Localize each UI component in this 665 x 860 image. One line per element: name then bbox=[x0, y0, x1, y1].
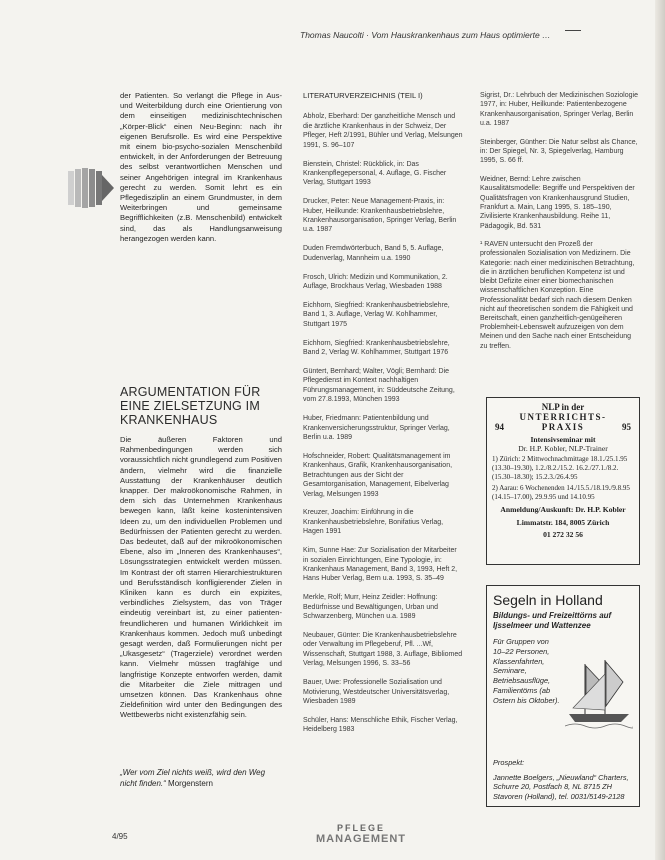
ad-line: Intensivseminar mit bbox=[530, 435, 596, 444]
page-edge-shadow bbox=[655, 0, 665, 860]
year-left: 94 bbox=[495, 422, 504, 432]
reference-item: Eichhorn, Siegfried: Krankenhausbetriebslehre, Band 1, 3. Auflage, Verlag W. Kohlhammer, Stuttgart 1975 bbox=[303, 302, 450, 328]
ad-subtitle: Bildungs- und Freizeittörns auf Ijsselmeer und Wattenzee bbox=[493, 611, 612, 630]
ad-line: NLP in der bbox=[541, 402, 585, 412]
ad-phone: 01 272 32 56 bbox=[543, 530, 583, 540]
page-number: 4/95 bbox=[112, 832, 128, 841]
reference-item: Frosch, Ulrich: Medizin und Kommunikation, 2. Auflage, Brockhaus Verlag, Wiesbaden 1988 bbox=[303, 273, 448, 291]
section-tab-icon bbox=[68, 165, 114, 211]
logo-top: PFLEGE bbox=[336, 823, 385, 833]
ad-years bbox=[487, 422, 639, 433]
logo-bottom: MANAGEMENT bbox=[315, 833, 407, 845]
ad-line: UNTERRICHTS- bbox=[519, 412, 607, 422]
reference-item: Kreuzer, Joachim: Einführung in die Krankenhausbetriebslehre, Bonifatius Verlag, Hagen 1991 bbox=[303, 509, 444, 536]
year-right: 95 bbox=[622, 422, 631, 432]
footnote: ¹ RAVEN untersucht den Prozeß der professionalen Sozialisation von Medizinern. Die Kategorie: nach einer medizinischen Betrachtung, die in ärztlichen beruflichen Kompetenz ist und bleibt Defizite einer einer biomechanischen wissenschaftlichen Konzeption. Eine Professionalität bedarf sich nach diesem Denken nicht auf theoretischen sondern die Fähigkeit und Bereitschaft, einen ganzheitlich-genügeiheren Problemheit-Lebenswelt aufzuzeigen von dem Meinen und den Sache nach einer Entscheidung zu treffen. bbox=[480, 241, 635, 350]
sailing-ship-icon bbox=[565, 656, 633, 732]
reference-item: Steinberger, Günther: Die Natur selbst als Chance, in: Der Spiegel, Nr. 3, Spiegelverlag, Hamburg 1995, S. 66 ff. bbox=[480, 138, 638, 165]
quote-text: „Wer vom Ziel nichts weiß, wird den Weg nicht finden.“ bbox=[120, 768, 266, 788]
reference-item: Bienstein, Christel: Rückblick, in: Das Krankenpflegepersonal, 4. Auflage, G. Fischer Verlag, Stuttgart 1993 bbox=[303, 160, 447, 187]
sailing-holland-ad bbox=[486, 585, 640, 807]
reference-item: Hofschneider, Robert: Qualitätsmanagement im Krankenhaus, Grafik, Krankenhausorganisation, Betrachtungen aus der Sicht der Gesamtorganisation, Management, Eibelverlag Verlag, Melsungen 1993 bbox=[303, 452, 453, 498]
reference-item: Weidner, Bernd: Lehre zwischen Kausalitätsmodelle: Begriffe und Perspektiven der Qualitätsfragen von Krankenhausgrund Studien, Frankfurt a. Main, Lang 1995, S. 185–190, Zivilisierte Krankenhausbildung. Reihe 11, Pädagogik, Bd. 531 bbox=[480, 175, 635, 230]
reference-item: Bauer, Uwe: Professionelle Sozialisation und Motivierung, Westdeutscher Universitätsverlag, Wiesbaden 1989 bbox=[303, 679, 450, 705]
reference-item: Merkle, Rolf; Murr, Heinz Zeidler: Hoffnung: Bedürfnisse und Bewältigungen, Urban und Schwarzenberg, München u.a. 1989 bbox=[303, 594, 439, 621]
ad-address: Jannette Boelgers, „Nieuwland“ Charters, Schurre 20, Postfach 8, NL 8715 ZH Stavoren (Holland), tel. 0031/5149-2128 bbox=[493, 772, 629, 802]
reference-item: Güntert, Bernhard; Walter, Vögli; Bernhard: Die Pflegedienst im Kontext nachhaltigen Führungsmanagement, in: Süddeutsche Zeitung, vom 27.8.1993, München 1993 bbox=[303, 368, 455, 404]
nlp-seminar-ad bbox=[486, 397, 640, 565]
reference-item: Huber, Friedmann: Patientenbildung und Krankenversicherungsstruktur, Springer Verlag, Berlin u.a. 1989 bbox=[303, 415, 450, 441]
quote-author: Morgenstern bbox=[168, 779, 213, 788]
ad-line: Dr. H.P. Kobler, NLP-Trainer bbox=[518, 444, 608, 453]
bibliography-heading: LITERATURVERZEICHNIS (TEIL I) bbox=[303, 91, 423, 100]
ad-description: Für Gruppen von 10–22 Personen, Klassenfahrten, Seminare, Betriebsausflüge, Familientörns (ab Ostern bis Oktober). bbox=[493, 637, 560, 705]
closing-quote bbox=[120, 767, 284, 789]
reference-item: Kim, Sunne Hae: Zur Sozialisation der Mitarbeiter in sozialen Einrichtungen, Eine Typologie, in: Krankenhaus Management, Band 3, 1993, Heft 2, Hans Huber Verlag, Bern u.a. 1993, S. 35–49 bbox=[303, 547, 458, 583]
ad-schedule: 1) Zürich: 2 Mittwochnachmittage 18.1./25.1.95 (13.30–19.30), 1.2./8.2./15.2. 16.2./27.1./8.2. (15.30–18.30); 15.2.3./26.4.95 bbox=[492, 455, 628, 481]
bibliography-column bbox=[303, 91, 463, 744]
reference-item: Schüler, Hans: Menschliche Ethik, Fischer Verlag, Heidelberg 1983 bbox=[303, 716, 458, 734]
reference-item: Sigrist, Dr.: Lehrbuch der Medizinischen Soziologie 1977, in: Huber, Heilkunde: Patientenbezogene Krankenhausorganisation, Springer Verlag, Berlin u.a. 1987 bbox=[480, 92, 638, 128]
running-head: Thomas Naucolti · Vom Hauskrankenhaus zum Haus optimierte … bbox=[300, 30, 551, 40]
corner-mark bbox=[565, 30, 581, 38]
reference-item: Drucker, Peter: Neue Management-Praxis, in: Huber, Heilkunde: Krankenhausbetriebslehre, Krankenhausorganisation, Springer Verlag, Berlin u.a. 1987 bbox=[303, 198, 457, 234]
article-column-1 bbox=[120, 91, 282, 793]
section-heading: ARGUMENTATION FÜR EINE ZIELSETZUNG IM KRANKENHAUS bbox=[120, 385, 261, 427]
reference-item: Neubauer, Günter: Die Krankenhausbetriebslehre oder Verwaltung im Pflegeberuf, Pfl. ...Wf, Wissenschaft, Stuttgart 1988, 3. Auflage, Bibliomed Verlag, Melsungen 1996, S. 33–56 bbox=[303, 631, 463, 668]
article-paragraph-2: Die äußeren Faktoren und Rahmenbedingungen werden sich voraussichtlich nicht grundlegend zum Positiven ändern, vielmehr wird die finanzielle Ausstattung der Krankenhäuser deutlich knapper. Der makroökonomische Rahmen, in dem sich das Unternehmen Krankenhaus bewegen kann, läßt keine kostenintensiven Ideen zu, um den individuellen Problemen und Bedürfnissen der Patienten gerecht zu werden. Das bedeutet, daß auf der mikroökonomischen Ebene, also im „Inneren des Krankenhauses“, Lösungsstrategien entwickelt werden müssen. Im Kontrast der oft starren Hierarchiestrukturen und Berufsständisch konfligierender Zielen in Kliniken kann es durch ein expizites, verbindliches Zielsystem, das von Träger eindeutig vereinbart ist, zu einer patienten-freundlicheren und humanen Wirklichkeit im Krankenhaus kommen. Jedoch muß unbedingt gesagt werden, daß Formulierungen nicht per „Ukasgesetz“ (Tragerziele) verordnet werden kann. Vielmehr müssen tragfähige und langfristige Konzepte entworfen werden, damit die Mitarbeiter die Ziele mittragen und umsetzen können. Das Krankenhaus ohne Zieldefinition wird unter den Bedingungen des Wettbewerbs nicht existenzfähig sein. bbox=[120, 435, 282, 720]
ad-contact: Limmatstr. 184, 8005 Zürich bbox=[516, 517, 610, 527]
ad-schedule: 2) Aarau: 6 Wochenenden 14./15.5./18.19./9.8.95 (14.15–17.00), 29.9.95 und 14.10.95 bbox=[492, 484, 630, 501]
ad-title: Segeln in Holland bbox=[493, 592, 603, 608]
bibliography-column-2 bbox=[480, 91, 640, 351]
journal-logo bbox=[296, 824, 426, 846]
reference-item: Abholz, Eberhard: Der ganzheitliche Mensch und die ärztliche Krankenhaus in der Schweiz, Der Pfleger, Heft 2/1991, Bühler und Verlag, Melsungen 1991, S. 96–107 bbox=[303, 113, 463, 149]
reference-item: Eichhorn, Siegfried: Krankenhausbetriebslehre, Band 2, Verlag W. Kohlhammer, Stuttgart 1976 bbox=[303, 339, 450, 357]
reference-item: Duden Fremdwörterbuch, Band 5, 5. Auflage, Dudenverlag, Mannheim u.a. 1990 bbox=[303, 245, 444, 262]
ad-prospect-label: Prospekt: bbox=[493, 757, 525, 767]
article-paragraph-1: der Patienten. So verlangt die Pflege in Aus- und Weiterbildung durch eine Orientierung von dem einseitigen medizinischtechnischen „Körper-Blick“ einen Neu-Beginn: nach ihr eigenen Berufsrolle. Es wird eine Perspektive mit einem bio-psycho-sozialen Menschenbild entwickelt, in der Anforderungen der Betreuung des selbst verantwortlichen Menschen und seiner Angehörigen integral im Krankenhaus gerecht zu werden. Somit lehrt es ein Pflegedisziplin an einem Grundmuster, in dem Weiterbringen und gemeinsame Begrifflichkeiten (z.B. Menschenbild) entwickelt sind, das als Handlungsanweisung herangezogen werden kann. bbox=[120, 91, 282, 243]
ad-line: PRAXIS bbox=[541, 422, 585, 432]
ad-contact: Anmeldung/Auskunft: Dr. H.P. Kobler bbox=[500, 505, 626, 514]
